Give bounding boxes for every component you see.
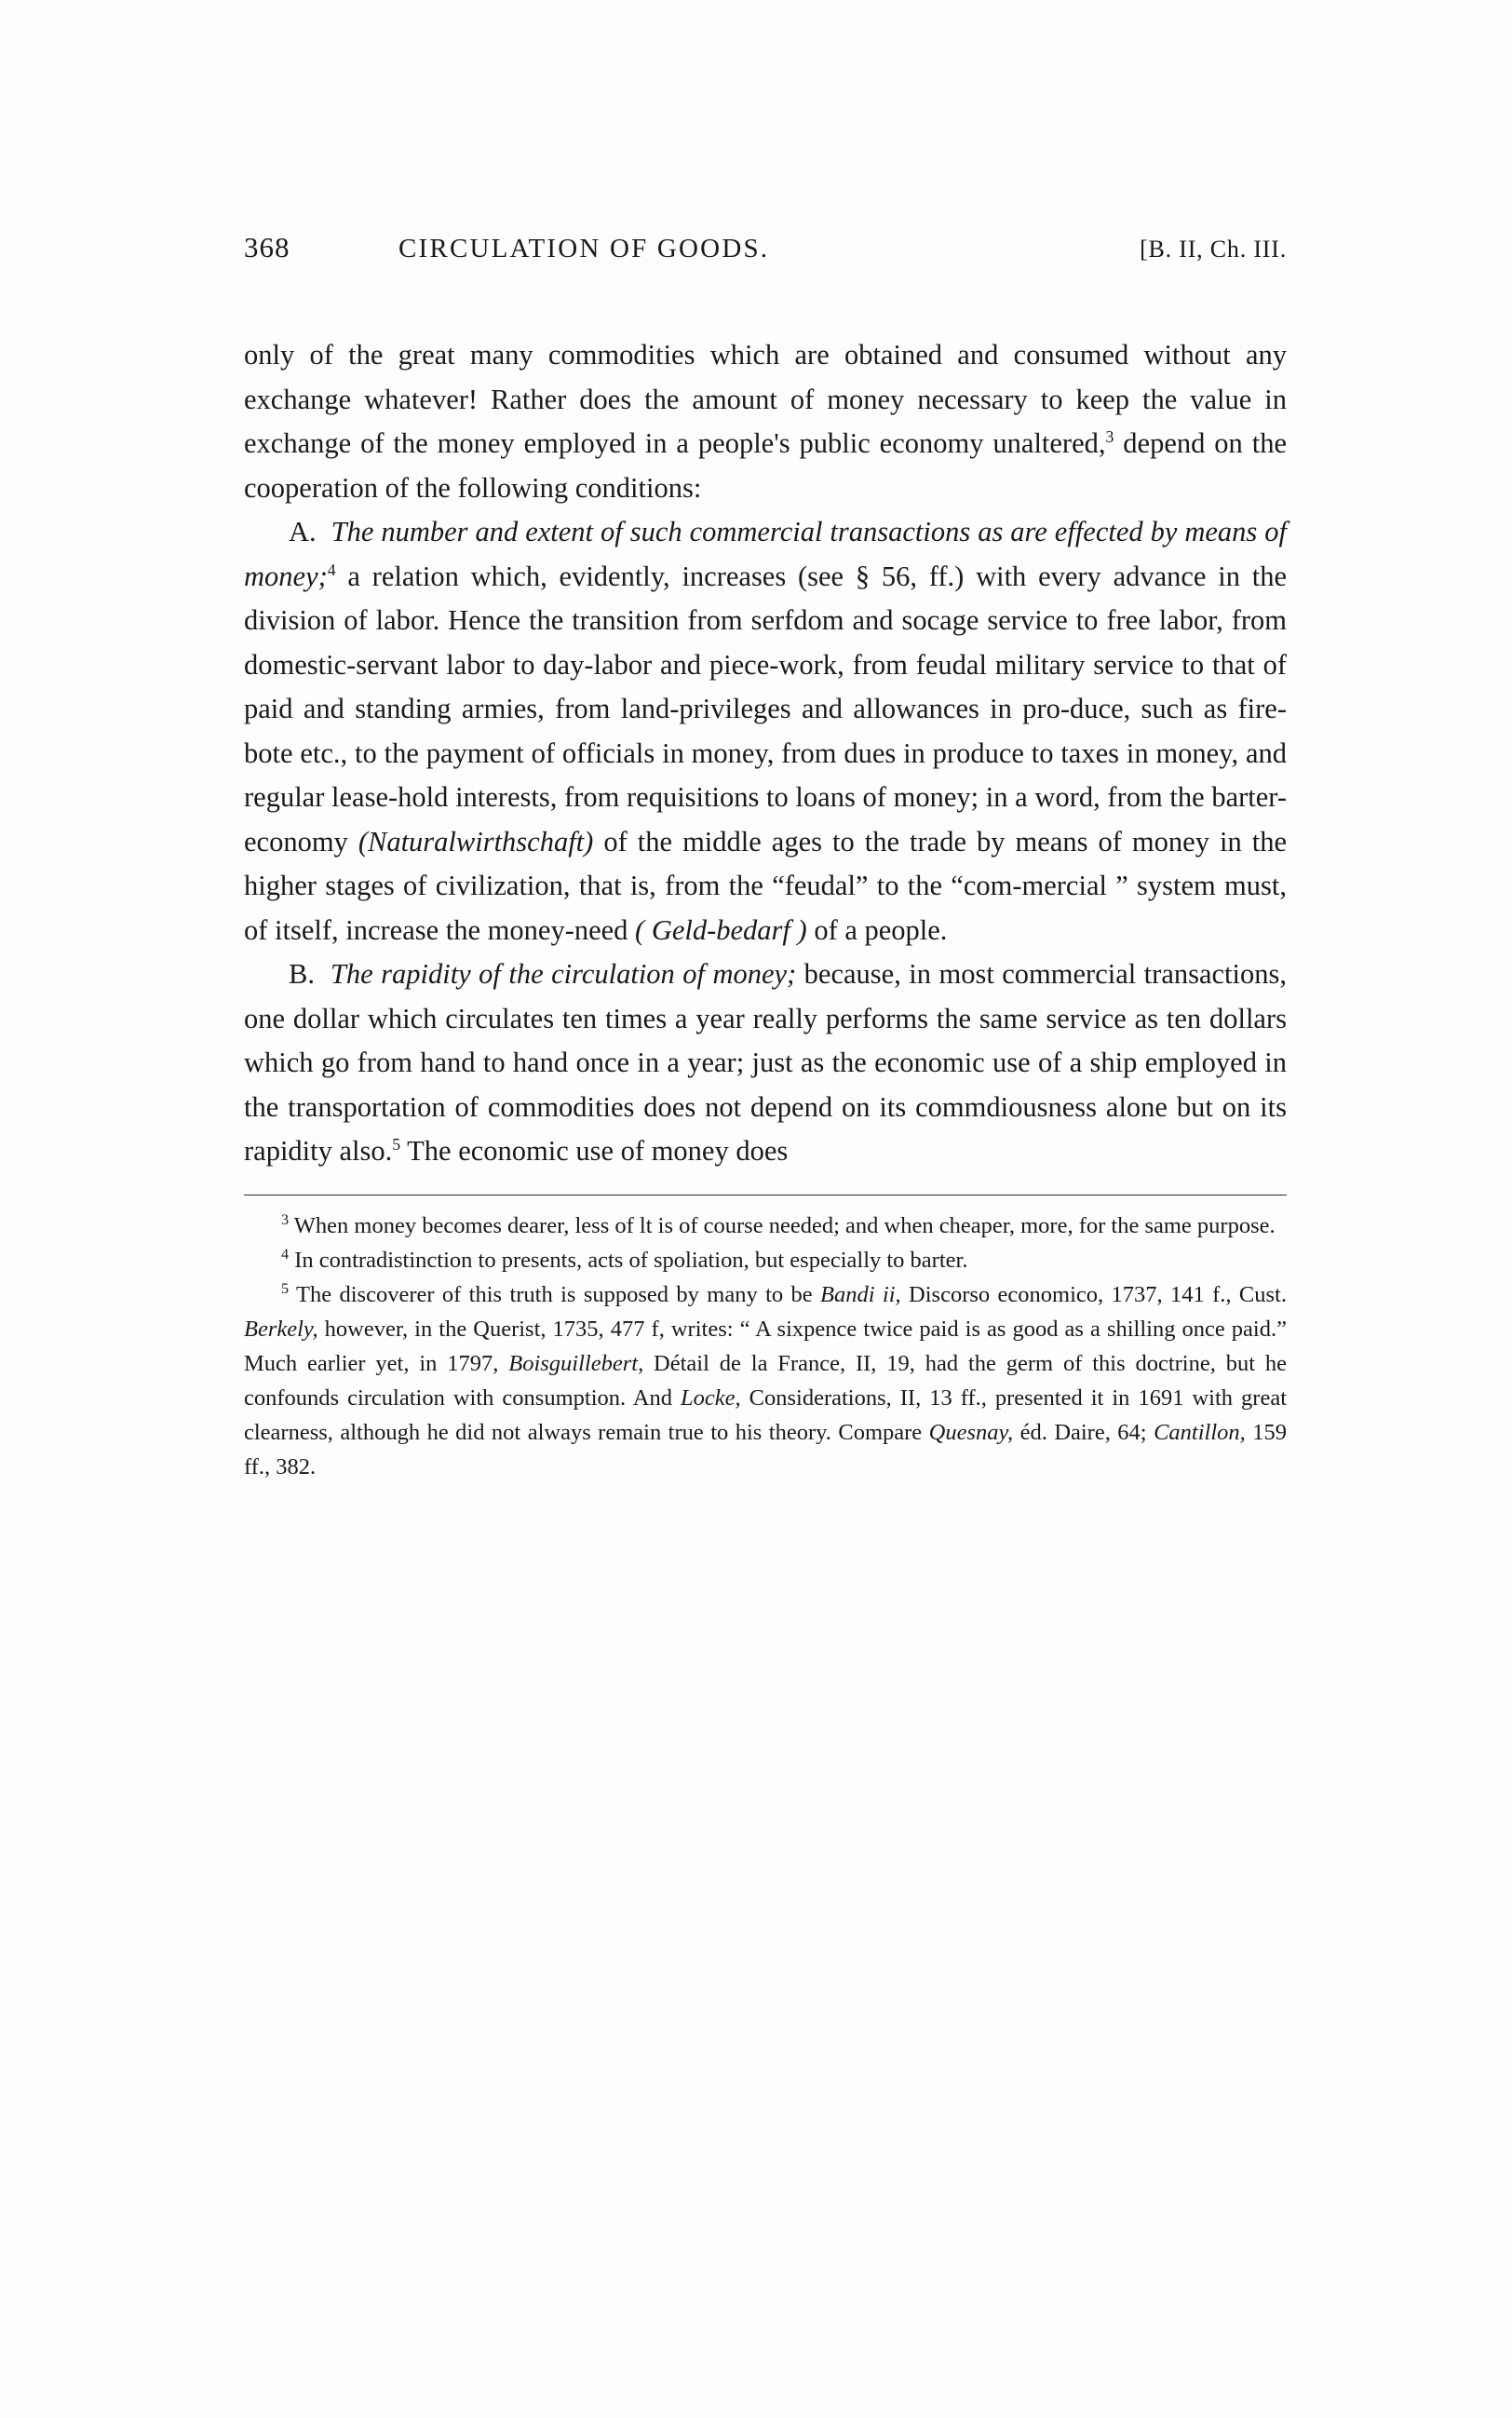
paragraph-b-italic-lead: The rapidity of the circulation of money; [330, 958, 797, 990]
running-title: CIRCULATION OF GOODS. [398, 234, 770, 263]
footnote-marker-5: 5 [281, 1280, 290, 1297]
page-number: 368 [244, 231, 290, 263]
footnote-item-5 [244, 1277, 1287, 1484]
paragraph-a-text-a: a relation which, evidently, increases (see § 56, ff.) with every advance in the division of labor. Hence the transition from serfdom and socage service to free labor, from domestic-servant labor to day-labor and piece-work, from feudal military service to that of paid and standing armies, from land-privileges and allowances in pro-duce, such as fire-bote etc., to the payment of officials in money, from dues in produce to taxes in money, and regular lease-hold interests, from requisitions to loans of money; in a word, from the barter-economy [244, 560, 1287, 858]
footnote-ref-4: 4 [327, 560, 336, 579]
footnote-5-run-7: Locke, [681, 1385, 741, 1411]
paragraph-intro-text-a: only of the great many commodities which are obtained and consumed without any exchange whatever! Rather does the amount of money necessary to keep the value in exchange of the money employed in a people's public economy unaltered, [244, 339, 1287, 459]
paragraph-b [244, 952, 1287, 1174]
footnotes [244, 1209, 1287, 1484]
paragraph-b-text-a: because, in most commercial transactions, one dollar which circulates ten times a year really performs the same service as ten dollars which go from hand to hand once in a year; just as the economic use of a ship employed in the transportation of commodities does not depend on its commdiousness alone but on its rapidity also. [244, 958, 1287, 1167]
running-head [244, 231, 1287, 264]
chapter-reference: [B. II, Ch. III. [1140, 236, 1287, 263]
paragraph-b-label: B. [289, 958, 315, 990]
footnote-marker-3: 3 [281, 1211, 290, 1228]
footnote-marker-4: 4 [281, 1246, 290, 1263]
footnote-text-5 [244, 1282, 1287, 1479]
footnote-5-run-11: Cantillon, [1154, 1419, 1246, 1445]
body-text [244, 333, 1287, 1174]
footnote-5-run-8: Considerations, II, 13 ff., presented it in 1691 with great clearness, although he did not always remain true to his theory. Compare [244, 1385, 1287, 1445]
footnote-5-run-3: Berkely, [244, 1316, 318, 1342]
footnote-5-run-0: The discoverer of this truth is supposed by many to be [296, 1281, 821, 1307]
footnote-ref-5: 5 [392, 1134, 401, 1154]
page-content [244, 231, 1287, 1484]
footnote-5-run-4: however, in the Querist, 1735, 477 f, writes: “ A sixpence twice paid is as good as a shilling once paid.” Much earlier yet, in 1797, [244, 1316, 1287, 1376]
paragraph-a-italic-term-2: ( Geld-bedarf ) [635, 913, 807, 946]
footnote-5-run-9: Quesnay, [928, 1419, 1014, 1445]
footnote-ref-3: 3 [1105, 426, 1114, 446]
paragraph-intro-text-b: depend on the cooperation of the following conditions: [244, 427, 1288, 504]
footnote-item-4 [244, 1243, 1287, 1277]
footnote-5-run-6: Détail de la France, II, 19, had the germ of this doctrine, but he confounds circulation with consumption. And [244, 1350, 1288, 1411]
paragraph-b-text-b: The economic use of money does [400, 1135, 789, 1167]
paragraph-a [244, 510, 1287, 952]
footnote-5-run-5: Boisguillebert, [508, 1350, 644, 1376]
footnote-5-run-2: Discorso economico, 1737, 141 f., Cust. [900, 1281, 1287, 1307]
footnote-5-run-12: 159 ff., 382. [244, 1419, 1287, 1479]
paragraph-a-italic-term-1: (Naturalwirthschaft) [358, 825, 594, 858]
footnote-text-3: When money becomes dearer, less of lt is of course needed; and when cheaper, more, for the same purpose. [293, 1212, 1276, 1238]
paragraph-a-text-c: of a people. [806, 913, 948, 946]
footnote-5-run-1: Bandi ii, [820, 1281, 901, 1307]
footnote-item-3 [244, 1209, 1287, 1243]
paragraph-a-label: A. [289, 516, 317, 547]
paragraph-a-italic-lead: The number and extent of such commercial transactions as are effected by means of money; [244, 516, 1287, 592]
paragraph-intro [244, 333, 1287, 510]
paragraph-a-text-b: of the middle ages to the trade by means of money in the higher stages of civilization, that is, from the “feudal” to the “com-mercial ” system must, of itself, increase the money-need [244, 825, 1287, 946]
footnote-5-run-10: éd. Daire, 64; [1013, 1419, 1154, 1445]
footnote-text-4: In contradistinction to presents, acts of spoliation, but especially to barter. [294, 1247, 968, 1273]
